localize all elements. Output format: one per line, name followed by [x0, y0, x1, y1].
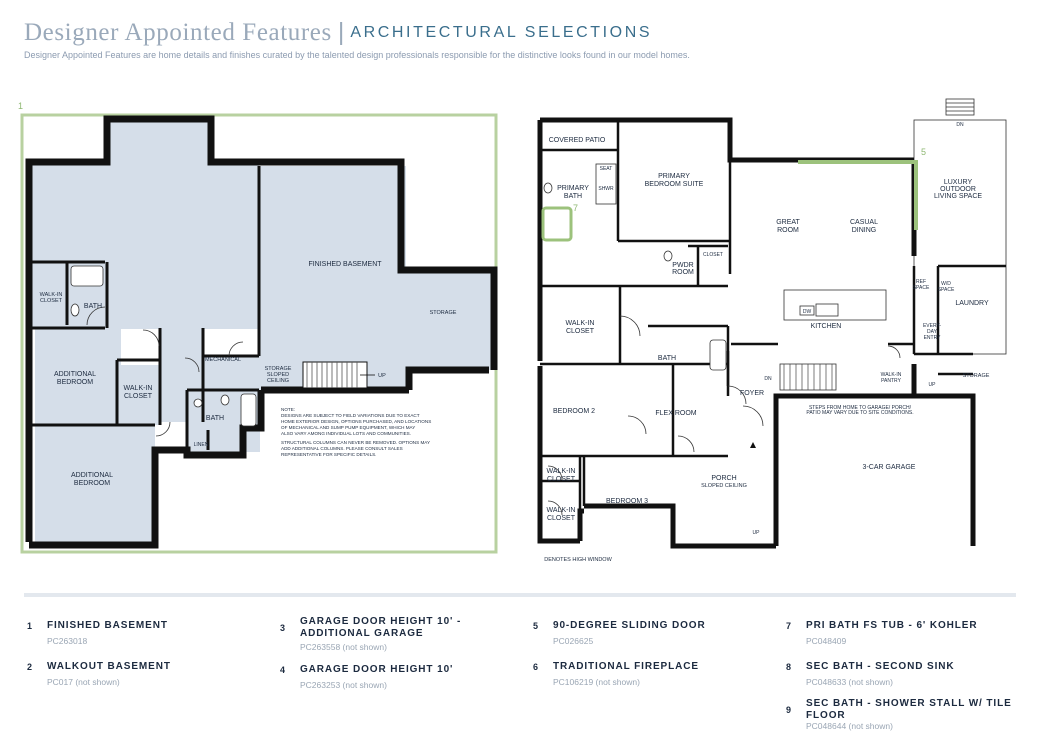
room-ref-a: REF — [916, 279, 926, 285]
sliding-door-marker: 5 — [921, 147, 927, 157]
stairs-up-label: UP — [378, 373, 386, 379]
rear-steps-dn: DN — [956, 122, 964, 128]
room-luxury-a: LUXURY — [943, 179, 973, 186]
room-seat: SEAT — [599, 166, 613, 172]
title-separator: | — [337, 18, 345, 46]
page-description: Designer Appointed Features are home details and finishes curated by the talented design professionals responsible for the distinctive looks found in our model homes. — [24, 50, 690, 60]
room-storage: STORAGE — [962, 373, 990, 379]
option-number: 4 — [280, 665, 286, 675]
room-wd-a: W/D — [941, 281, 951, 287]
page-title — [24, 18, 652, 47]
room-laundry: LAUNDRY — [955, 300, 989, 307]
option-name: SEC BATH - SHOWER STALL W/ TILE FLOOR — [806, 698, 1012, 721]
option-name: GARAGE DOOR HEIGHT 10' — [300, 664, 454, 675]
option-number: 1 — [27, 621, 33, 631]
room-additional-bedroom-1b: BEDROOM — [56, 379, 94, 386]
room-great-room-b: ROOM — [777, 227, 799, 234]
basement-marker: 1 — [18, 101, 24, 111]
room-pwdr-a: PWDR — [672, 262, 694, 269]
room-everyday-a: EVERY- — [922, 323, 942, 329]
room-bath-1: BATH — [83, 303, 103, 310]
rear-steps — [946, 99, 974, 115]
room-everyday-b: DAY — [927, 329, 937, 335]
option-code: PC263558 (not shown) — [300, 642, 387, 652]
room-primary-suite-b: BEDROOM SUITE — [644, 181, 704, 188]
note-line: DESIGNS ARE SUBJECT TO FIELD VARIATIONS DUE TO EXACT — [281, 413, 420, 418]
note-line: HOME EXTERIOR DESIGN, OPTIONS PURCHASED, AND LOCATIONS — [281, 419, 432, 424]
room-pantry-a: WALK-IN — [880, 372, 902, 378]
tub-marker: 7 — [573, 203, 579, 213]
option-code: PC106219 (not shown) — [553, 677, 640, 687]
room-primary-bath-b: BATH — [563, 193, 583, 200]
room-additional-bedroom-1a: ADDITIONAL — [53, 371, 97, 378]
room-porch: PORCH — [711, 475, 737, 482]
option-code: PC026625 — [553, 636, 594, 646]
option-code: PC048644 (not shown) — [806, 721, 893, 731]
note-line: OF MECHANICAL AND SUMP PUMP EQUIPMENT, WHICH MAY — [281, 425, 416, 430]
option-name: GARAGE DOOR HEIGHT 10' - ADDITIONAL GARAGE — [300, 616, 462, 639]
room-storage-sloped-b: SLOPED — [266, 372, 290, 378]
main-floor-plan — [528, 96, 1028, 566]
room-wic-b3-b: CLOSET — [546, 515, 576, 522]
steps-note-a: STEPS FROM HOME TO GARAGE/ PORCH/ — [808, 405, 912, 411]
basement-stairs — [303, 362, 375, 388]
room-finished-basement: FINISHED BASEMENT — [308, 261, 382, 268]
room-foyer: FOYER — [739, 390, 765, 397]
room-linen: LINEN — [193, 442, 209, 448]
option-name: TRADITIONAL FIREPLACE — [553, 661, 699, 672]
room-wic-b2-b: CLOSET — [546, 476, 576, 483]
option-number: 5 — [533, 621, 539, 631]
note-line: REPRESENTATIVE FOR SPECIFIC DETAILS. — [281, 452, 377, 457]
appliance-dw: DW — [802, 309, 812, 315]
basement-note — [281, 407, 431, 457]
room-closet-small: CLOSET — [702, 252, 724, 258]
room-walk-in-closet-2b: CLOSET — [123, 393, 153, 400]
note-line: ADD ADDITIONAL COLUMNS. PLEASE CONSULT SALES — [281, 446, 403, 451]
option-number: 2 — [27, 662, 33, 672]
room-kitchen: KITCHEN — [810, 323, 842, 330]
room-storage: STORAGE — [429, 310, 457, 316]
note-line: ALSO VARY AMONG INDIVIDUAL LOTS AND COMMUNITIES. — [281, 431, 412, 436]
room-wic-b3-a: WALK-IN — [546, 507, 576, 514]
room-great-room-a: GREAT — [776, 219, 800, 226]
porch-up: UP — [752, 530, 760, 536]
room-casual-dining-b: DINING — [851, 227, 877, 234]
room-covered-patio: COVERED PATIO — [548, 137, 606, 144]
page-title-main: Designer Appointed Features — [24, 19, 332, 46]
option-code: PC263018 — [47, 636, 88, 646]
entry-marker — [750, 442, 756, 448]
outdoor-living-outline — [914, 120, 1006, 354]
room-casual-dining-a: CASUAL — [849, 219, 879, 226]
option-number: 3 — [280, 623, 286, 633]
kitchen-island — [784, 290, 886, 320]
tub-highlight — [543, 208, 571, 240]
foyer-dn: DN — [764, 376, 772, 382]
high-window-note: DENOTES HIGH WINDOW — [544, 557, 612, 563]
section-divider — [24, 593, 1016, 597]
option-name: SEC BATH - SECOND SINK — [806, 661, 955, 672]
room-walk-in-closet-2a: WALK-IN — [123, 385, 153, 392]
room-primary-bath-a: PRIMARY — [557, 185, 589, 192]
option-code: PC017 (not shown) — [47, 677, 120, 687]
room-additional-bedroom-2b: BEDROOM — [73, 480, 111, 487]
option-name: 90-DEGREE SLIDING DOOR — [553, 620, 706, 631]
room-bedroom-2: BEDROOM 2 — [552, 408, 596, 415]
option-name: FINISHED BASEMENT — [47, 620, 168, 631]
option-number: 8 — [786, 662, 792, 672]
option-number: 6 — [533, 662, 539, 672]
steps-note-b: PATIO MAY VARY DUE TO SITE CONDITIONS. — [806, 410, 914, 416]
room-shwr: SHWR — [598, 186, 614, 192]
page-title-subtitle: ARCHITECTURAL SELECTIONS — [350, 24, 653, 41]
note-line: NOTE: — [281, 407, 296, 412]
room-ref-b: SPACE — [912, 285, 930, 291]
room-wic-b2-a: WALK-IN — [546, 468, 576, 475]
room-mechanical: MECHANICAL — [204, 357, 242, 363]
option-code: PC263253 (not shown) — [300, 680, 387, 690]
room-porch-sloped: SLOPED CEILING — [701, 483, 747, 489]
room-everyday-c: ENTRY — [923, 335, 941, 341]
room-wic-b: CLOSET — [565, 328, 595, 335]
room-walk-in-closet-1b: CLOSET — [39, 298, 63, 304]
room-luxury-c: LIVING SPACE — [933, 193, 983, 200]
room-wic-a: WALK-IN — [565, 320, 595, 327]
main-fixtures — [544, 164, 836, 390]
room-flex-room: FLEX ROOM — [655, 410, 697, 417]
room-bedroom-3: BEDROOM 3 — [605, 498, 649, 505]
option-code: PC048633 (not shown) — [806, 677, 893, 687]
option-code: PC048409 — [806, 636, 847, 646]
room-pwdr-b: ROOM — [672, 269, 694, 276]
entry-up: UP — [928, 382, 936, 388]
note-line: STRUCTURAL COLUMNS CAN NEVER BE REMOVED. OPTIONS MAY — [281, 440, 431, 445]
option-name: WALKOUT BASEMENT — [47, 661, 171, 672]
room-walk-in-closet-1a: WALK-IN — [39, 292, 63, 298]
room-additional-bedroom-2a: ADDITIONAL — [70, 472, 114, 479]
option-number: 9 — [786, 705, 792, 715]
room-storage-sloped-c: CEILING — [266, 378, 290, 384]
room-bath-2: BATH — [205, 415, 225, 422]
room-pantry-b: PANTRY — [881, 378, 901, 384]
room-bath: BATH — [657, 355, 677, 362]
option-number: 7 — [786, 621, 792, 631]
option-name: PRI BATH FS TUB - 6' KOHLER — [806, 620, 978, 631]
room-garage: 3-CAR GARAGE — [862, 464, 916, 471]
basement-floor-plan — [15, 100, 505, 560]
room-wd-b: SPACE — [937, 287, 955, 293]
room-luxury-b: OUTDOOR — [940, 186, 976, 193]
room-storage-sloped-a: STORAGE — [264, 366, 292, 372]
room-primary-suite-a: PRIMARY — [658, 173, 690, 180]
